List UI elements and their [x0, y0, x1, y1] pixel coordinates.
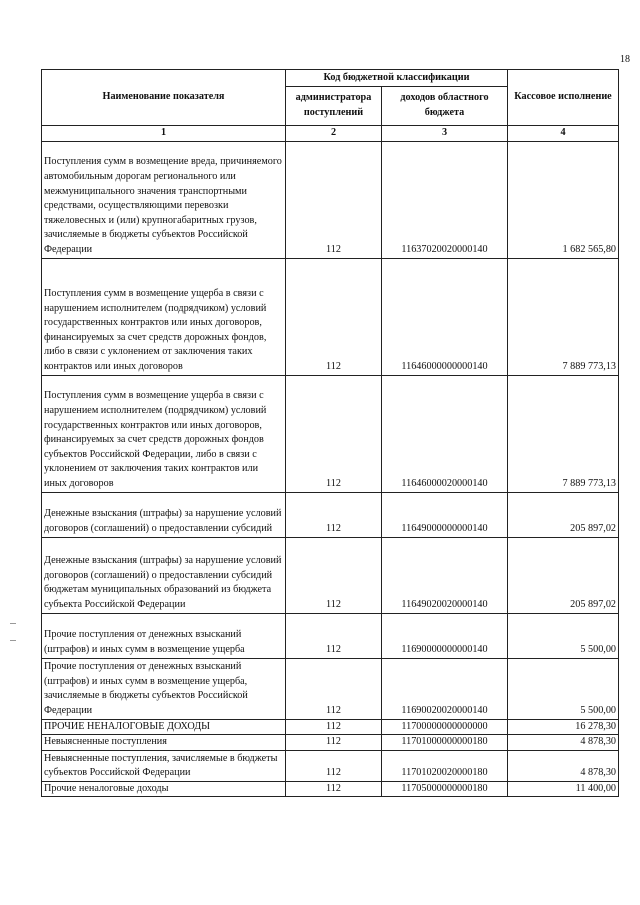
col-number-1: 1	[42, 126, 286, 142]
row-admin: 112	[286, 375, 382, 492]
row-admin: 112	[286, 492, 382, 537]
row-admin: 112	[286, 613, 382, 658]
table-row	[42, 375, 619, 492]
col-number-2: 2	[286, 126, 382, 142]
table-row	[42, 492, 619, 537]
table-row	[42, 781, 619, 797]
page-number: 18	[620, 54, 630, 65]
table-row	[42, 735, 619, 751]
row-name: Прочие поступления от денежных взысканий (штрафов) и иных сумм в возмещение ущерба, зачисляемые в бюджеты субъектов Российской Федерации	[42, 658, 286, 719]
col-number-3: 3	[382, 126, 508, 142]
row-amount: 205 897,02	[508, 537, 619, 613]
row-name: Прочие неналоговые доходы	[42, 781, 286, 797]
table-row	[42, 613, 619, 658]
header-income: доходов областного бюджета	[382, 87, 508, 126]
row-amount: 205 897,02	[508, 492, 619, 537]
row-code: 11705000000000180	[382, 781, 508, 797]
row-code: 11649000000000140	[382, 492, 508, 537]
header-admin: администратора поступлений	[286, 87, 382, 126]
row-amount: 7 889 773,13	[508, 375, 619, 492]
row-name: Денежные взыскания (штрафы) за нарушение условий договоров (соглашений) о предоставлении субсидий бюджетам муниципальных образований из бюджета субъекта Российской Федерации	[42, 537, 286, 613]
header-cash: Кассовое исполнение	[508, 70, 619, 126]
row-name: ПРОЧИЕ НЕНАЛОГОВЫЕ ДОХОДЫ	[42, 719, 286, 735]
margin-mark	[10, 640, 16, 641]
row-code: 11646000000000140	[382, 258, 508, 375]
row-admin: 112	[286, 537, 382, 613]
row-amount: 5 500,00	[508, 658, 619, 719]
header-code-group: Код бюджетной классификации	[286, 70, 508, 87]
row-name: Поступления сумм в возмещение вреда, причиняемого автомобильным дорогам регионального или межмуниципального значения транспортными средствами, осуществляющими перевозки тяжеловесных и (или) крупногабаритных грузов, зачисляемые в бюджеты субъектов Российской Федерации	[42, 141, 286, 258]
row-admin: 112	[286, 781, 382, 797]
row-code: 11690000000000140	[382, 613, 508, 658]
row-admin: 112	[286, 658, 382, 719]
row-code: 11646000020000140	[382, 375, 508, 492]
row-name: Денежные взыскания (штрафы) за нарушение условий договоров (соглашений) о предоставлении субсидий	[42, 492, 286, 537]
row-code: 11690020020000140	[382, 658, 508, 719]
row-admin: 112	[286, 719, 382, 735]
table-row	[42, 750, 619, 781]
row-amount: 1 682 565,80	[508, 141, 619, 258]
header-name: Наименование показателя	[42, 70, 286, 126]
row-amount: 16 278,30	[508, 719, 619, 735]
table-row	[42, 658, 619, 719]
row-name: Невыясненные поступления, зачисляемые в бюджеты субъектов Российской Федерации	[42, 750, 286, 781]
row-code: 11700000000000000	[382, 719, 508, 735]
row-amount: 7 889 773,13	[508, 258, 619, 375]
row-name: Невыясненные поступления	[42, 735, 286, 751]
row-code: 11701000000000180	[382, 735, 508, 751]
table-row	[42, 537, 619, 613]
row-code: 11649020020000140	[382, 537, 508, 613]
row-name: Поступления сумм в возмещение ущерба в связи с нарушением исполнителем (подрядчиком) условий государственных контрактов или иных договоров, финансируемых за счет средств дорожных фондов субъектов Российской Федерации, либо в связи с уклонением от заключения таких контрактов или иных договоров	[42, 375, 286, 492]
row-admin: 112	[286, 141, 382, 258]
row-code: 11701020020000180	[382, 750, 508, 781]
col-number-4: 4	[508, 126, 619, 142]
row-admin: 112	[286, 735, 382, 751]
row-amount: 4 878,30	[508, 750, 619, 781]
row-name: Поступления сумм в возмещение ущерба в связи с нарушением исполнителем (подрядчиком) условий государственных контрактов или иных договоров, финансируемых за счет средств дорожных фондов, либо в связи с уклонением от заключения таких контрактов или иных договоров	[42, 258, 286, 375]
row-admin: 112	[286, 258, 382, 375]
table-row	[42, 141, 619, 258]
table-row	[42, 719, 619, 735]
budget-table	[41, 69, 619, 797]
row-admin: 112	[286, 750, 382, 781]
row-amount: 5 500,00	[508, 613, 619, 658]
table-row	[42, 258, 619, 375]
table-header	[42, 70, 619, 142]
margin-mark	[10, 623, 16, 624]
row-name: Прочие поступления от денежных взысканий (штрафов) и иных сумм в возмещение ущерба	[42, 613, 286, 658]
row-code: 11637020020000140	[382, 141, 508, 258]
row-amount: 4 878,30	[508, 735, 619, 751]
row-amount: 11 400,00	[508, 781, 619, 797]
